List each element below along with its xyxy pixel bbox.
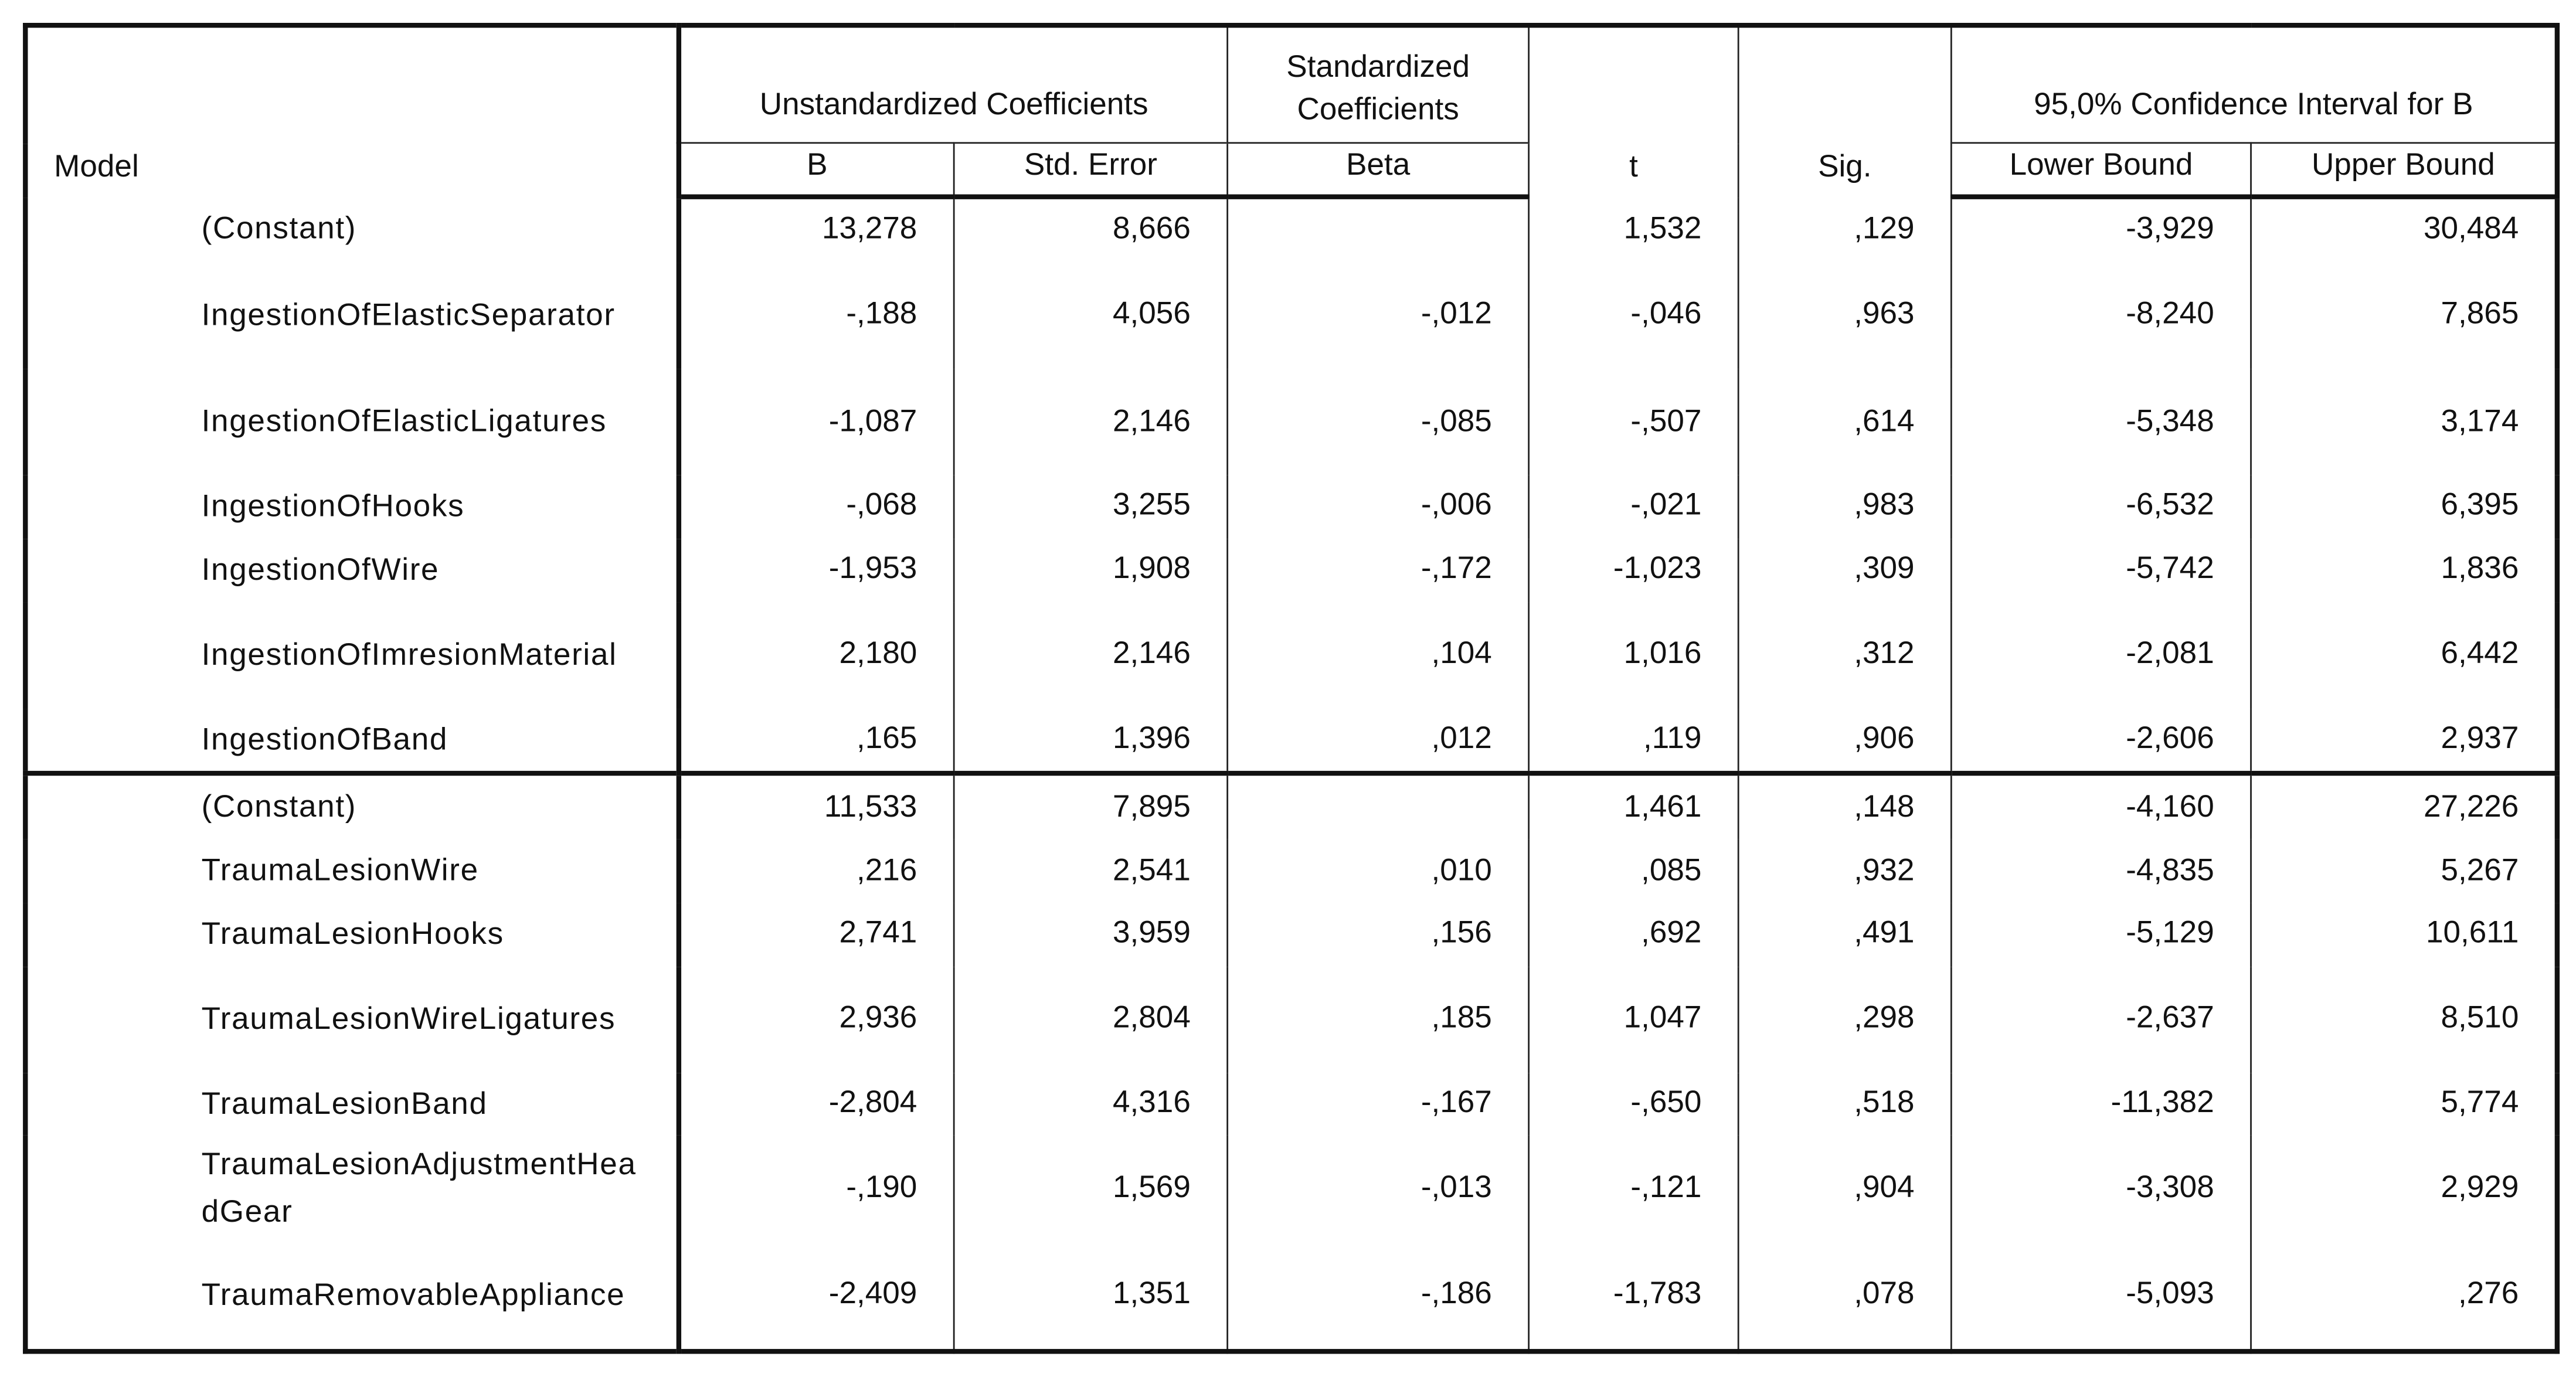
- std-error-cell: 4,316: [954, 1073, 1228, 1136]
- lower-bound-cell: -5,093: [1951, 1242, 2251, 1351]
- sig-cell: ,932: [1738, 839, 1951, 903]
- sig-cell: ,906: [1738, 708, 1951, 774]
- variable-label-cell: [25, 475, 679, 539]
- std-error-cell: 8,666: [954, 197, 1228, 263]
- lower-bound-cell: -2,606: [1951, 708, 2251, 774]
- t-cell: -,046: [1529, 263, 1739, 369]
- lower-bound-cell: -3,308: [1951, 1136, 2251, 1242]
- variable-label: TraumaLesionBand: [201, 1087, 488, 1121]
- b-cell: -,068: [679, 475, 954, 539]
- beta-cell: [1228, 774, 1529, 839]
- variable-label: IngestionOfBand: [201, 722, 448, 757]
- beta-cell: ,185: [1228, 966, 1529, 1073]
- upper-bound-cell: 5,267: [2441, 853, 2519, 888]
- sig-cell: ,298: [1738, 966, 1951, 1073]
- table-row: [25, 1242, 2557, 1351]
- variable-label: IngestionOfElasticLigatures: [201, 405, 607, 440]
- variable-label: TraumaLesionHooks: [201, 917, 504, 952]
- beta-cell: ,012: [1228, 708, 1529, 774]
- variable-label: TraumaRemovableAppliance: [201, 1278, 626, 1313]
- b-cell: 11,533: [679, 774, 954, 839]
- beta-cell: -,186: [1228, 1242, 1529, 1351]
- t-cell: ,119: [1529, 708, 1739, 774]
- lower-bound-cell: -4,835: [1951, 839, 2251, 903]
- std-error-cell: 2,146: [954, 369, 1228, 475]
- variable-label: (Constant): [201, 791, 357, 825]
- lower-bound-cell: -5,742: [1951, 539, 2251, 602]
- table-row: [25, 197, 2557, 263]
- lower-bound-cell: -5,348: [1951, 369, 2251, 475]
- lower-bound-cell: -6,532: [1951, 475, 2251, 539]
- lower-bound-cell: -2,637: [1951, 966, 2251, 1073]
- upper-bound-cell: ,276: [2458, 1277, 2519, 1312]
- std-error-cell: 2,541: [954, 839, 1228, 903]
- standardized-coefficients-header: Standardized Coefficients: [1228, 25, 1529, 143]
- t-cell: -,650: [1529, 1073, 1739, 1136]
- t-cell: 1,016: [1529, 602, 1739, 709]
- beta-cell: ,156: [1228, 903, 1529, 966]
- table-row: [25, 708, 2557, 774]
- sig-cell: ,491: [1738, 903, 1951, 966]
- upper-bound-cell: 5,774: [2441, 1086, 2519, 1121]
- sig-header: Sig.: [1738, 25, 1951, 197]
- table-row: [25, 539, 2557, 602]
- beta-cell: -,006: [1228, 475, 1529, 539]
- variable-label-cell: [25, 903, 679, 966]
- sig-cell: ,518: [1738, 1073, 1951, 1136]
- b-cell: ,165: [679, 708, 954, 774]
- upper-bound-cell: 8,510: [2441, 1001, 2519, 1036]
- std-error-cell: 7,895: [954, 774, 1228, 839]
- upper-bound-cell: 6,395: [2441, 489, 2519, 524]
- std-error-cell: 4,056: [954, 263, 1228, 369]
- t-cell: -1,783: [1529, 1242, 1739, 1351]
- variable-label-cell: [25, 774, 679, 839]
- b-cell: 2,180: [679, 602, 954, 709]
- sig-cell: ,983: [1738, 475, 1951, 539]
- std-error-cell: 2,146: [954, 602, 1228, 709]
- std-error-cell: 1,908: [954, 539, 1228, 602]
- t-cell: 1,461: [1529, 774, 1739, 839]
- confidence-interval-header: 95,0% Confidence Interval for B: [2034, 88, 2473, 123]
- variable-label: TraumaLesionAdjustmentHeadGear: [201, 1148, 637, 1230]
- variable-label-cell: [25, 966, 679, 1073]
- b-cell: -2,804: [679, 1073, 954, 1136]
- lower-bound-cell: -3,929: [1951, 197, 2251, 263]
- upper-bound-cell: 2,929: [2441, 1171, 2519, 1206]
- lower-bound-cell: -4,160: [1951, 774, 2251, 839]
- lower-bound-cell: -2,081: [1951, 602, 2251, 709]
- sig-cell: ,614: [1738, 369, 1951, 475]
- b-cell: -1,087: [679, 369, 954, 475]
- sig-cell: ,309: [1738, 539, 1951, 602]
- table-row: [25, 1136, 2557, 1242]
- t-cell: -,121: [1529, 1136, 1739, 1242]
- b-cell: -,188: [679, 263, 954, 369]
- sig-cell: ,129: [1738, 197, 1951, 263]
- beta-cell: [1228, 197, 1529, 263]
- lower-bound-cell: -5,129: [1951, 903, 2251, 966]
- std-error-cell: 1,351: [954, 1242, 1228, 1351]
- b-cell: 2,936: [679, 966, 954, 1073]
- t-cell: ,692: [1529, 903, 1739, 966]
- sig-cell: ,904: [1738, 1136, 1951, 1242]
- beta-cell: -,172: [1228, 539, 1529, 602]
- variable-label-cell: [25, 839, 679, 903]
- upper-bound-cell: 2,937: [2441, 722, 2519, 756]
- t-cell: -,021: [1529, 475, 1739, 539]
- upper-bound-cell: 1,836: [2441, 552, 2519, 587]
- b-cell: -1,953: [679, 539, 954, 602]
- variable-label: (Constant): [201, 212, 357, 247]
- sig-cell: ,963: [1738, 263, 1951, 369]
- beta-cell: -,085: [1228, 369, 1529, 475]
- lower-bound-header: Lower Bound: [1951, 143, 2251, 197]
- variable-label-cell: [25, 1136, 679, 1242]
- t-cell: -1,023: [1529, 539, 1739, 602]
- variable-label-cell: [25, 602, 679, 709]
- t-cell: 1,532: [1529, 197, 1739, 263]
- b-cell: ,216: [679, 839, 954, 903]
- table-row: [25, 602, 2557, 709]
- model-header: Model: [25, 25, 679, 197]
- sig-cell: ,078: [1738, 1242, 1951, 1351]
- variable-label: IngestionOfElasticSeparator: [201, 298, 616, 333]
- sig-cell: ,148: [1738, 774, 1951, 839]
- b-header: B: [679, 143, 954, 197]
- upper-bound-cell: 27,226: [2251, 774, 2557, 839]
- beta-cell: -,012: [1228, 263, 1529, 369]
- b-cell: 2,741: [679, 903, 954, 966]
- b-cell: -,190: [679, 1136, 954, 1242]
- variable-label: IngestionOfHooks: [201, 490, 465, 525]
- beta-cell: -,167: [1228, 1073, 1529, 1136]
- variable-label: TraumaLesionWireLigatures: [201, 1002, 616, 1037]
- table-row: [25, 475, 2557, 539]
- coefficients-body: [25, 197, 2557, 1352]
- table-row: [25, 903, 2557, 966]
- beta-cell: ,010: [1228, 839, 1529, 903]
- table-row: [25, 839, 2557, 903]
- beta-cell: -,013: [1228, 1136, 1529, 1242]
- variable-label: IngestionOfImresionMaterial: [201, 638, 617, 672]
- std-error-cell: 2,804: [954, 966, 1228, 1073]
- variable-label-cell: [25, 369, 679, 475]
- lower-bound-cell: -11,382: [1951, 1073, 2251, 1136]
- std-error-cell: 1,396: [954, 708, 1228, 774]
- variable-label-cell: [25, 708, 679, 774]
- table-row: [25, 966, 2557, 1073]
- variable-label-cell: [25, 1242, 679, 1351]
- unstandardized-coefficients-header: Unstandardized Coefficients: [679, 25, 1228, 143]
- std-error-cell: 3,255: [954, 475, 1228, 539]
- table-row: [25, 1073, 2557, 1136]
- coefficients-table: [23, 23, 2560, 1354]
- upper-bound-cell: 30,484: [2423, 213, 2519, 247]
- b-cell: -2,409: [679, 1242, 954, 1351]
- beta-header: Beta: [1228, 143, 1529, 197]
- std-error-header: Std. Error: [954, 143, 1228, 197]
- b-cell: 13,278: [679, 197, 954, 263]
- t-cell: 1,047: [1529, 966, 1739, 1073]
- std-error-cell: 1,569: [954, 1136, 1228, 1242]
- sig-cell: ,312: [1738, 602, 1951, 709]
- upper-bound-cell: 7,865: [2441, 297, 2519, 332]
- upper-bound-cell: 10,611: [2425, 916, 2519, 951]
- variable-label-cell: [25, 539, 679, 602]
- t-header: t: [1529, 25, 1739, 197]
- t-cell: -,507: [1529, 369, 1739, 475]
- upper-bound-cell: 6,442: [2441, 637, 2519, 672]
- variable-label: TraumaLesionWire: [201, 854, 479, 889]
- beta-cell: ,104: [1228, 602, 1529, 709]
- std-error-cell: 3,959: [954, 903, 1228, 966]
- variable-label-cell: [25, 263, 679, 369]
- table-row: [25, 263, 2557, 369]
- variable-label-cell: [25, 197, 679, 263]
- table-row: [25, 369, 2557, 475]
- upper-bound-header: Upper Bound: [2251, 143, 2557, 197]
- upper-bound-cell: 3,174: [2441, 404, 2519, 439]
- lower-bound-cell: -8,240: [1951, 263, 2251, 369]
- variable-label-cell: [25, 1073, 679, 1136]
- t-cell: ,085: [1529, 839, 1739, 903]
- variable-label: IngestionOfWire: [201, 553, 440, 587]
- table-row: [25, 774, 2557, 839]
